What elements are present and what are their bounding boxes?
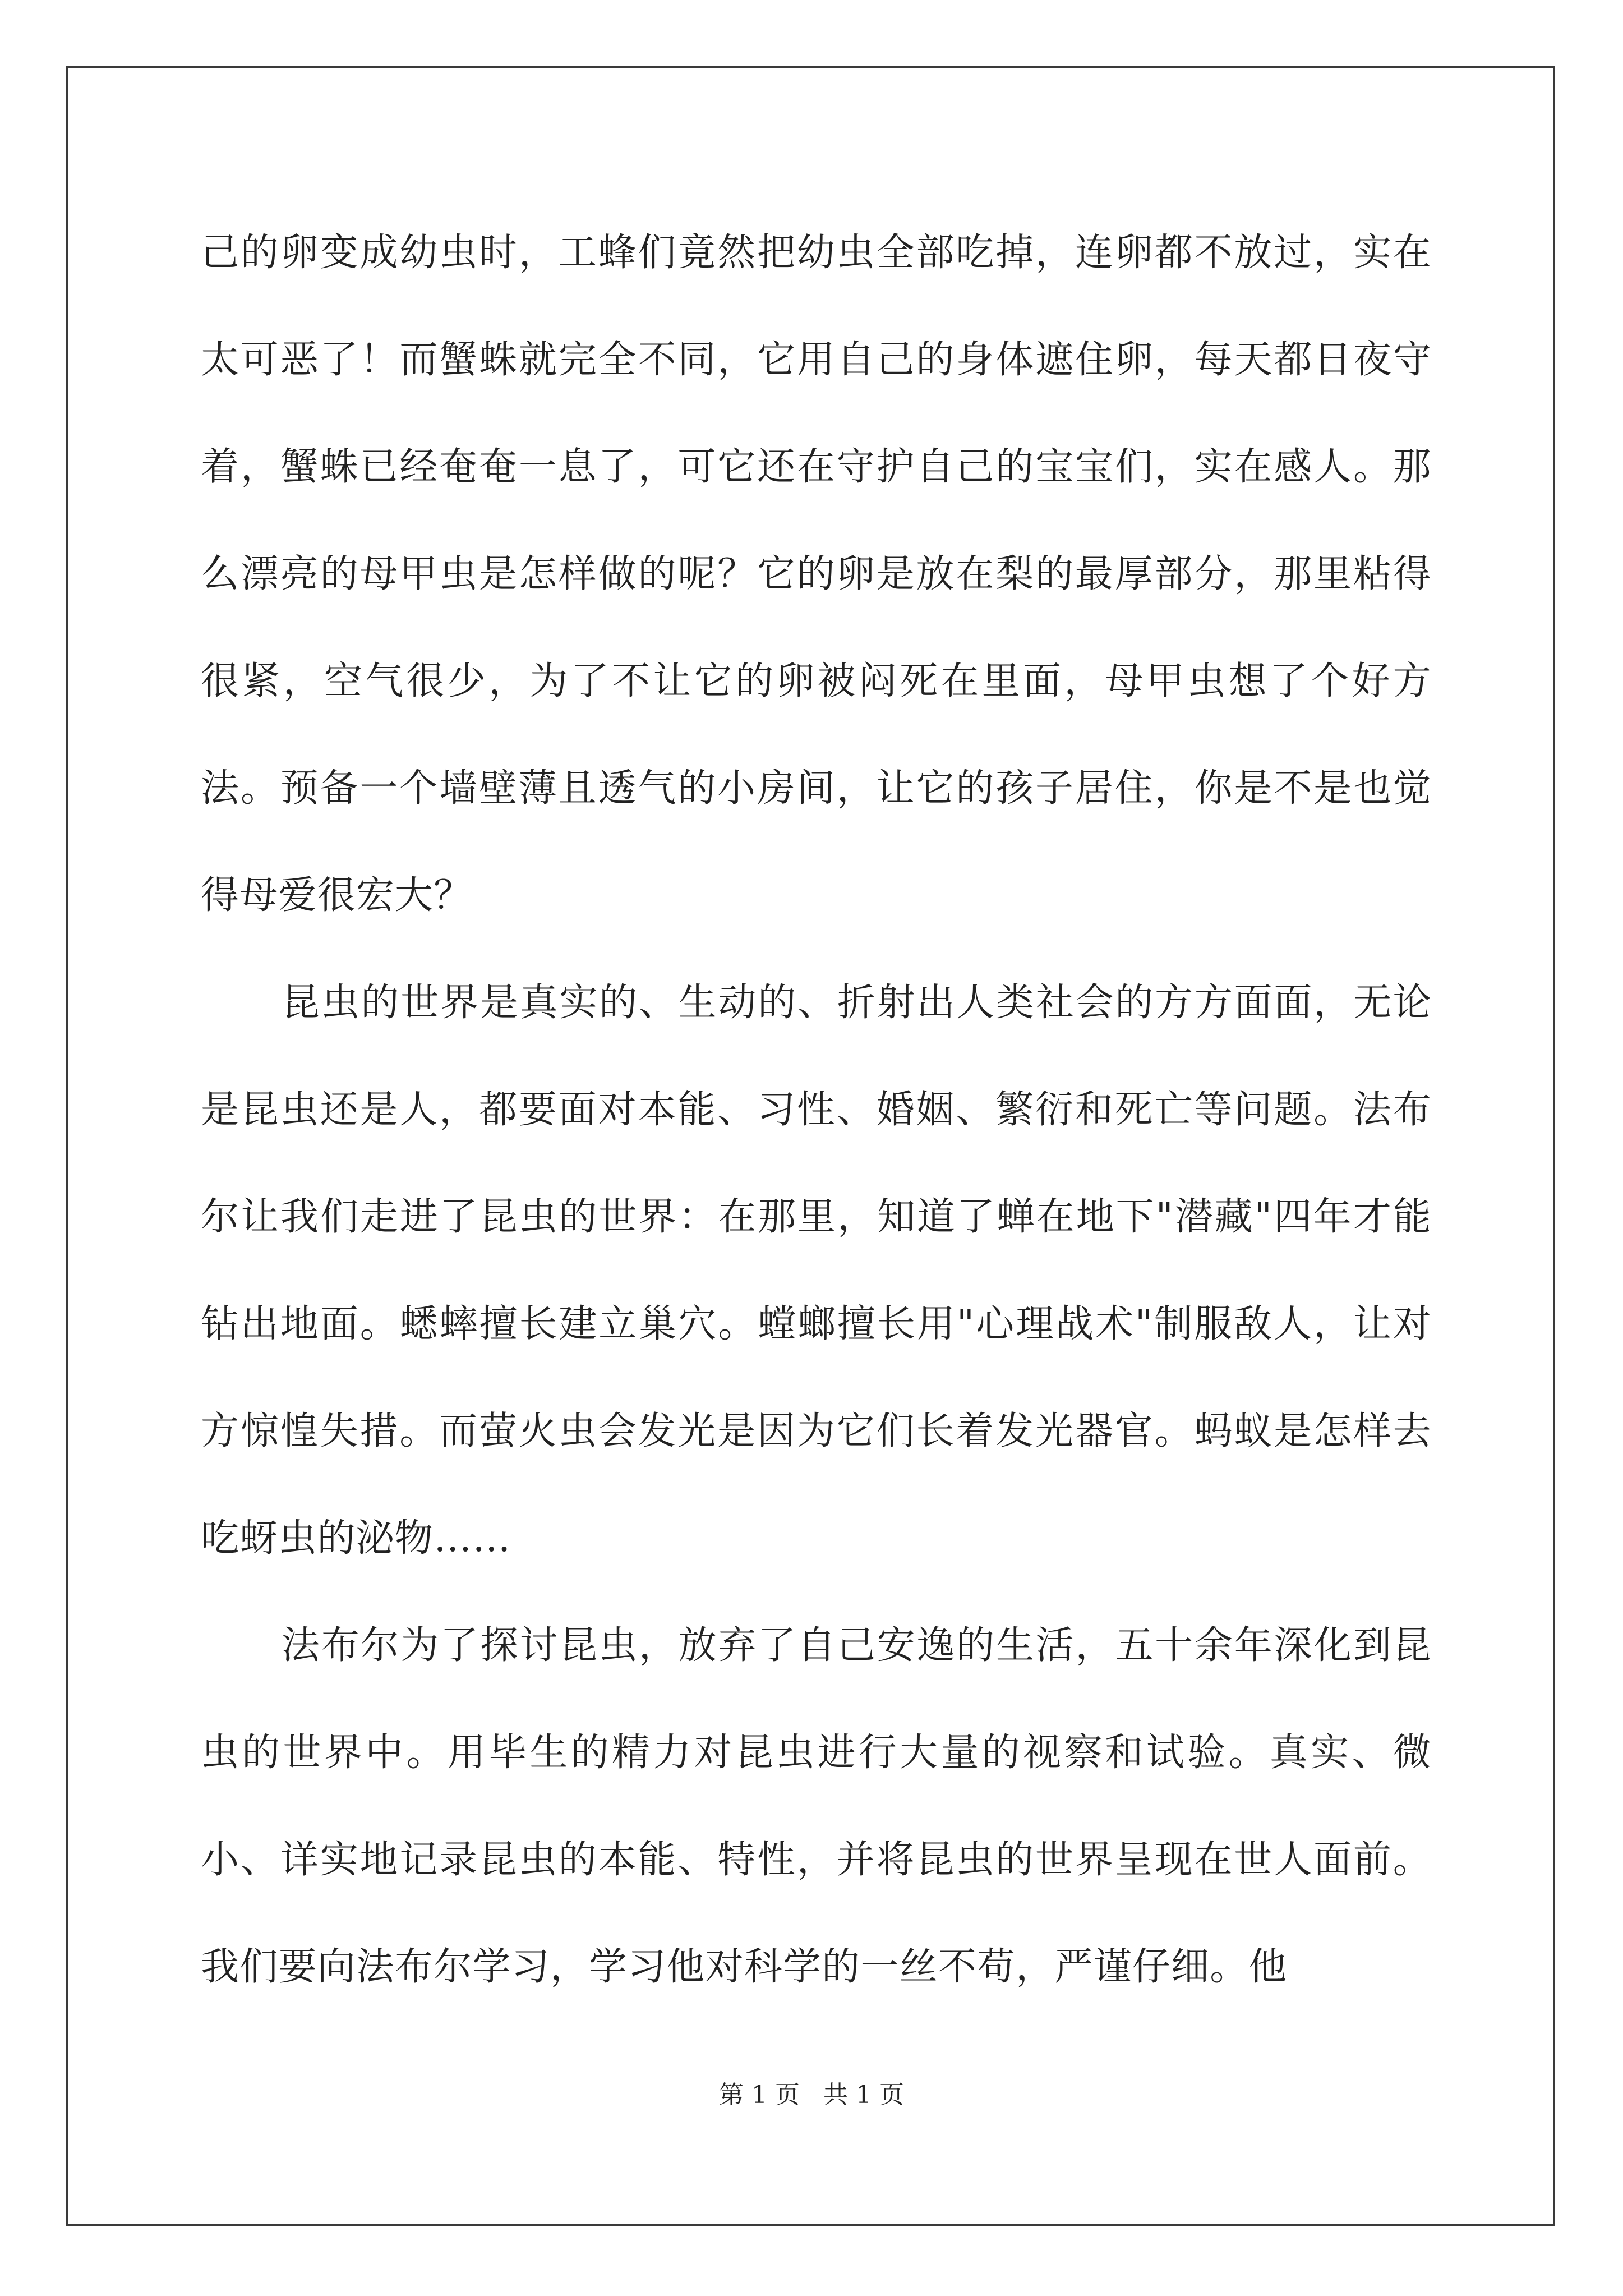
page-number-label: 第 1 页 共 1 页	[719, 2081, 904, 2109]
document-body	[201, 199, 1432, 2021]
paragraph-1: 己的卵变成幼虫时，工蜂们竟然把幼虫全部吃掉，连卵都不放过，实在太可恶了！而蟹蛛就完全不同，它用自己的身体遮住卵，每天都日夜守着，蟹蛛已经奄奄一息了，可它还在守护自己的宝宝们，实在感人。那么漂亮的母甲虫是怎样做的呢？它的卵是放在梨的最厚部分，那里粘得很紧，空气很少，为了不让它的卵被闷死在里面，母甲虫想了个好方法。预备一个墙壁薄且透气的小房间，让它的孩子居住，你是不是也觉得母爱很宏大？	[201, 231, 1432, 918]
page-footer	[0, 2078, 1623, 2112]
paragraph-3: 法布尔为了探讨昆虫，放弃了自己安逸的生活，五十余年深化到昆虫的世界中。用毕生的精力对昆虫进行大量的视察和试验。真实、微小、详实地记录昆虫的本能、特性，并将昆虫的世界呈现在世人面前。我们要向法布尔学习，学习他对科学的一丝不苟，严谨仔细。他	[201, 1623, 1432, 1989]
paragraph-2: 昆虫的世界是真实的、生动的、折射出人类社会的方方面面，无论是昆虫还是人，都要面对本能、习性、婚姻、繁衍和死亡等问题。法布尔让我们走进了昆虫的世界：在那里，知道了蝉在地下"潜藏"四年才能钻出地面。蟋蟀擅长建立巢穴。螳螂擅长用"心理战术"制服敌人，让对方惊惶失措。而萤火虫会发光是因为它们长着发光器官。蚂蚁是怎样去吃蚜虫的泌物……	[201, 981, 1432, 1561]
